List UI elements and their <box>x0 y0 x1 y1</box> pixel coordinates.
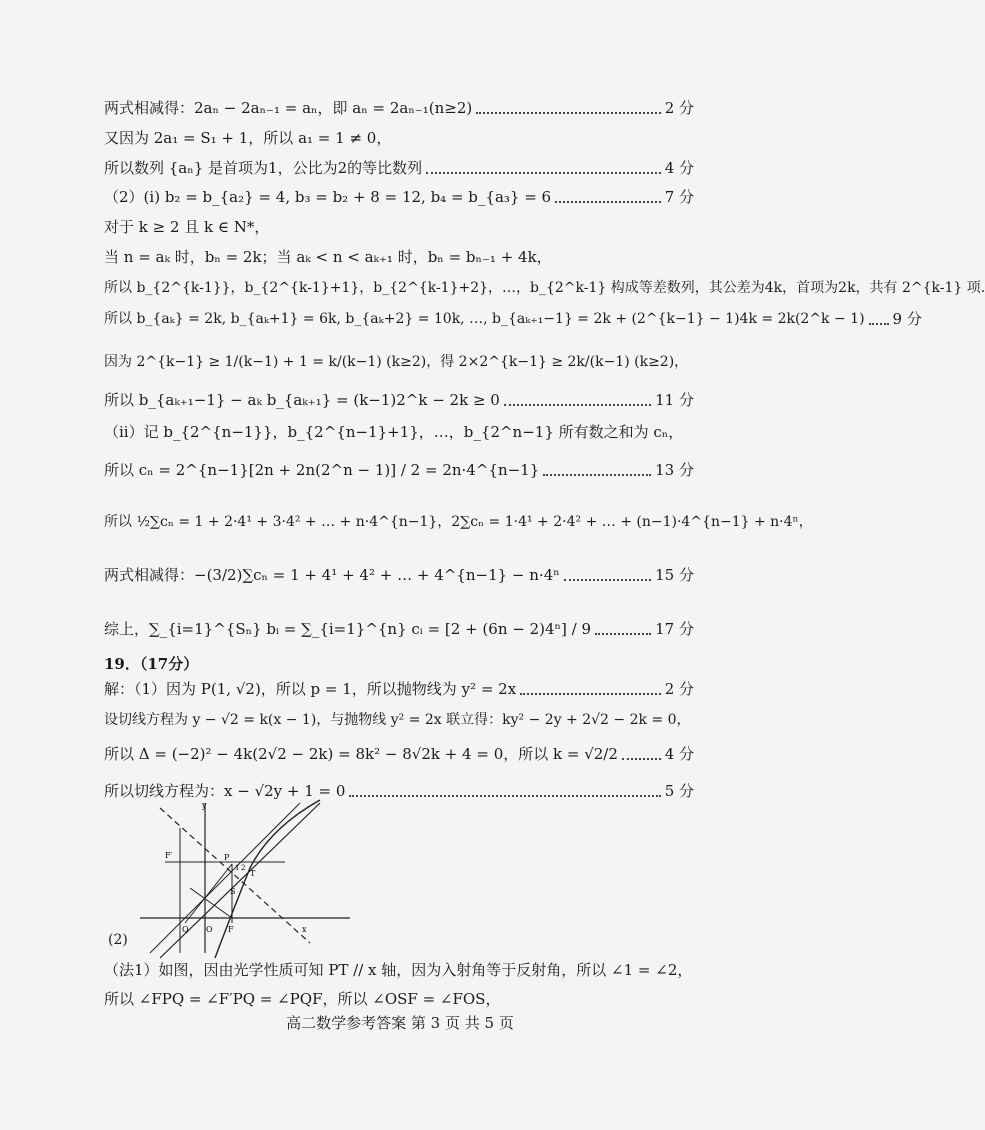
dashed-line <box>160 808 310 943</box>
page-footer: 高二数学参考答案 第 3 页 共 5 页 <box>286 1014 514 1032</box>
label-angle-1: 1 <box>235 864 240 872</box>
label-y: y <box>202 801 207 810</box>
parabola-figure <box>120 798 360 958</box>
line-6: 当 n = aₖ 时，bₙ = 2k；当 aₖ < n < aₖ₊₁ 时，bₙ = bₙ₋₁ + 4k， <box>104 248 552 266</box>
line-8: 所以 b_{aₖ} = 2k, b_{aₖ+1} = 6k, b_{aₖ+2} = 10k, …, b_{aₖ₊₁−1} = 2k + (2^{k−1} − 1)4k = 2k(2^k − 1) 9 分 <box>104 310 922 328</box>
line-12: 所以 cₙ = 2^{n−1}[2n + 2n(2^n − 1)] / 2 = 2n·4^{n−1} 13 分 <box>104 461 694 479</box>
label-angle-2: 2 <box>241 864 246 872</box>
line-17: 解：（1）因为 P(1, √2)，所以 p = 1，所以抛物线为 y² = 2x 2 分 <box>104 680 694 698</box>
line-3: 所以数列 {aₙ} 是首项为1，公比为2的等比数列 4 分 <box>104 159 694 177</box>
label-s: S <box>230 887 236 896</box>
label-f: F <box>228 925 234 934</box>
figure-part-label: (2) <box>108 932 128 948</box>
line-7: 所以 b_{2^{k-1}}，b_{2^{k-1}+1}，b_{2^{k-1}+2}，…，b_{2^k-1} 构成等差数列，其公差为4k，首项为2k，共有 2^{k-1} 项. <box>104 280 985 296</box>
line-13: 所以 ½∑cₙ = 1 + 2·4¹ + 3·4² + … + n·4^{n−1}，2∑cₙ = 1·4¹ + 2·4² + … + (n−1)·4^{n−1} + n·4ⁿ， <box>104 514 813 530</box>
line-19: 所以 Δ = (−2)² − 4k(2√2 − 2k) = 8k² − 8√2k + 4 = 0，所以 k = √2/2 4 分 <box>104 745 694 763</box>
label-t: T <box>250 869 256 878</box>
tangent-line <box>160 803 320 958</box>
parabola-curve <box>215 800 320 958</box>
segment-qp <box>185 864 232 923</box>
label-x: x <box>302 925 307 934</box>
label-f-prime: F′ <box>165 851 173 860</box>
label-o: O <box>206 925 213 934</box>
line-5: 对于 k ≥ 2 且 k ∈ N*， <box>104 218 270 236</box>
line-18: 设切线方程为 y − √2 = k(x − 1)，与抛物线 y² = 2x 联立得：ky² − 2y + 2√2 − 2k = 0， <box>104 712 691 728</box>
label-p: P <box>224 853 230 862</box>
line-20: 所以切线方程为：x − √2y + 1 = 0 5 分 <box>104 782 694 800</box>
line-1: 两式相减得：2aₙ − 2aₙ₋₁ = aₙ，即 aₙ = 2aₙ₋₁(n≥2) 2 分 <box>104 99 694 117</box>
line-4: （2）(i) b₂ = b_{a₂} = 4, b₃ = b₂ + 8 = 12, b₄ = b_{a₃} = 6 7 分 <box>104 188 694 206</box>
line-22: 所以 ∠FPQ = ∠F′PQ = ∠PQF，所以 ∠OSF = ∠FOS， <box>104 990 501 1008</box>
line-14: 两式相减得：−(3/2)∑cₙ = 1 + 4¹ + 4² + … + 4^{n−1} − n·4ⁿ 15 分 <box>104 566 694 584</box>
line-2: 又因为 2a₁ = S₁ + 1，所以 a₁ = 1 ≠ 0， <box>104 129 392 147</box>
line-10: 所以 b_{aₖ₊₁−1} − aₖ b_{aₖ₊₁} = (k−1)2^k − 2k ≥ 0 11 分 <box>104 391 694 409</box>
line-11: （ii）记 b_{2^{n−1}}，b_{2^{n−1}+1}，…，b_{2^n−1} 所有数之和为 cₙ， <box>104 423 684 441</box>
line-9: 因为 2^{k−1} ≥ 1/(k−1) + 1 = k/(k−1) (k≥2)，得 2×2^{k−1} ≥ 2k/(k−1) (k≥2)， <box>104 354 689 370</box>
line-15: 综上，∑_{i=1}^{Sₙ} bᵢ = ∑_{i=1}^{n} cᵢ = [2 + (6n − 2)4ⁿ] / 9 17 分 <box>104 620 694 638</box>
label-q: Q <box>182 925 189 934</box>
problem-19-heading: 19．（17分） <box>104 655 199 673</box>
line-21: （法1）如图，因由光学性质可知 PT // x 轴，因为入射角等于反射角，所以 ∠1 = ∠2， <box>104 961 693 979</box>
